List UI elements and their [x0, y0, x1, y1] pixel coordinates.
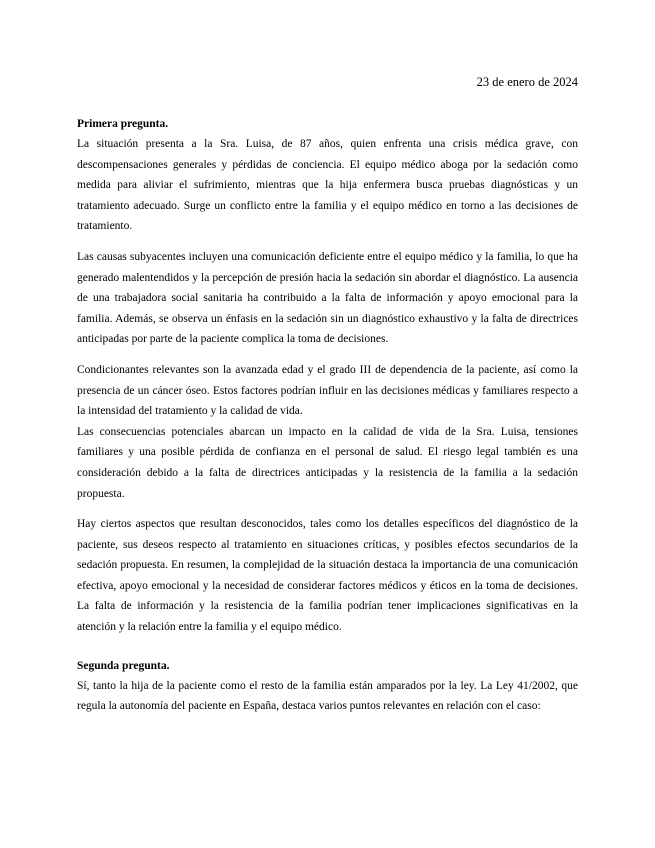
paragraph: Condicionantes relevantes son la avanzada edad y el grado III de dependencia de la paciente, así como la presencia de un cáncer óseo. Estos factores podrían influir en las decisiones médicas y familiares respecto a la intensidad del tratamiento y la calidad de vida.	[77, 363, 578, 418]
section-heading: Segunda pregunta.	[77, 659, 170, 672]
paragraph: Sí, tanto la hija de la paciente como el resto de la familia están amparados por la ley. La Ley 41/2002, que regula la autonomía del paciente en España, destaca varios puntos relevantes en relación con el caso:	[77, 679, 578, 713]
section-primera-pregunta	[77, 114, 578, 638]
paragraph: Las causas subyacentes incluyen una comunicación deficiente entre el equipo médico y la familia, lo que ha generado malentendidos y la percepción de presión hacia la sedación sin abordar el diagnóstico. La ausencia de una trabajadora social sanitaria ha contribuido a la falta de información y apoyo emocional para la familia. Además, se observa un énfasis en la sedación sin un diagnóstico exhaustivo y la falta de directrices anticipadas por parte de la paciente complica la toma de decisiones.	[77, 250, 578, 346]
paragraph: La situación presenta a la Sra. Luisa, de 87 años, quien enfrenta una crisis médica grave, con descompensaciones generales y pérdidas de conciencia. El equipo médico aboga por la sedación como medida para aliviar el sufrimiento, mientras que la hija enfermera busca pruebas diagnósticas y un tratamiento adecuado. Surge un conflicto entre la familia y el equipo médico en torno a las decisiones de tratamiento.	[77, 138, 578, 233]
document-date: 23 de enero de 2024	[476, 75, 578, 89]
document-page	[77, 72, 578, 717]
paragraph: Las consecuencias potenciales abarcan un impacto en la calidad de vida de la Sra. Luisa, tensiones familiares y una posible pérdida de confianza en el personal de salud. El riesgo legal también es una consideración debido a la falta de directrices anticipadas y la resistencia de la familia a la sedación propuesta.	[77, 425, 578, 500]
paragraph: Hay ciertos aspectos que resultan desconocidos, tales como los detalles específicos del diagnóstico de la paciente, sus deseos respecto al tratamiento en situaciones críticas, y posibles efectos secundarios de la sedación propuesta. En resumen, la complejidad de la situación destaca la importancia de una comunicación efectiva, apoyo emocional y la necesidad de considerar factores médicos y éticos en la toma de decisiones. La falta de información y la resistencia de la familia podrían tener implicaciones significativas en la atención y la relación entre la familia y el equipo médico.	[77, 518, 578, 634]
section-segunda-pregunta	[77, 656, 578, 717]
section-heading: Primera pregunta.	[77, 118, 169, 130]
